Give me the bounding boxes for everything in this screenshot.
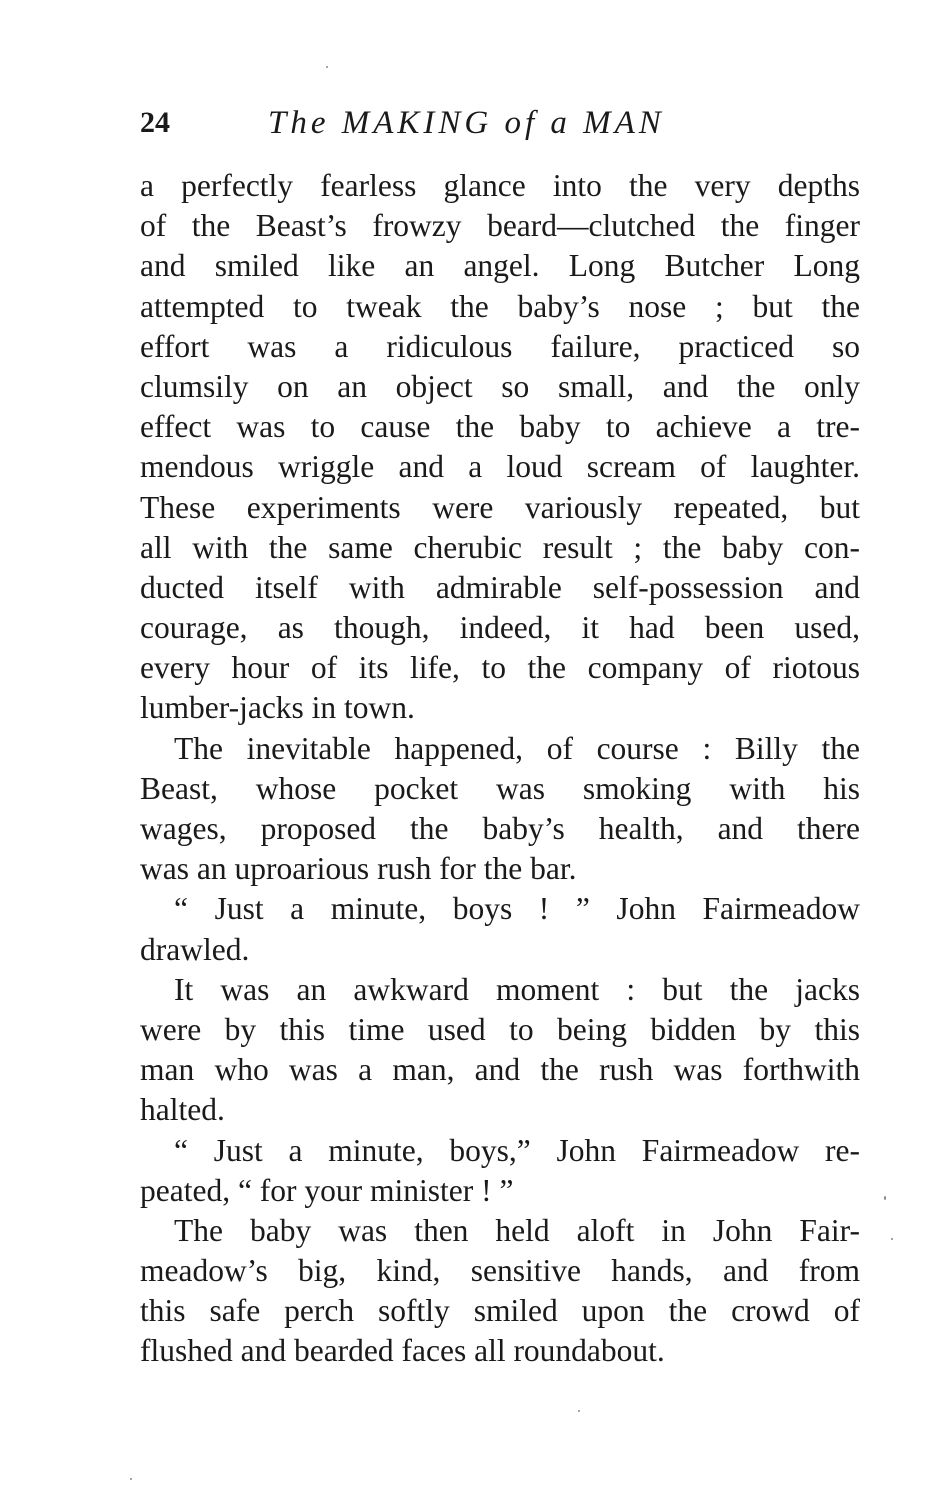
text-line: attempted to tweak the baby’s nose ; but the <box>140 288 860 324</box>
text-line: lumber-jacks in town. <box>140 690 415 726</box>
text-line: of the Beast’s frowzy beard—clutched the finger <box>140 208 860 244</box>
body-text <box>140 166 860 1372</box>
text-line: halted. <box>140 1092 225 1128</box>
text-line: wages, proposed the baby’s health, and there <box>140 811 860 846</box>
text-line: this safe perch softly smiled upon the crowd of <box>140 1293 860 1329</box>
text-line: “ Just a minute, boys ! ” John Fairmeadow <box>174 891 860 927</box>
text-line: These experiments were variously repeated, but <box>140 489 860 525</box>
text-line: a perfectly fearless glance into the very depths <box>140 168 860 203</box>
text-line: every hour of its life, to the company of riotous <box>140 650 860 686</box>
text-line: all with the same cherubic result ; the baby con- <box>140 529 860 565</box>
text-line: mendous wriggle and a loud scream of laughter. <box>140 449 860 485</box>
text-line: effect was to cause the baby to achieve a tre- <box>140 409 860 445</box>
text-line: flushed and bearded faces all roundabout. <box>140 1333 665 1369</box>
text-line: Beast, whose pocket was smoking with his <box>140 770 860 806</box>
text-line: were by this time used to being bidden by this <box>140 1011 860 1047</box>
scan-speck <box>578 1410 580 1412</box>
text-line: courage, as though, indeed, it had been used, <box>140 610 860 646</box>
scan-speck <box>891 1238 893 1240</box>
text-line: clumsily on an object so small, and the only <box>140 368 860 404</box>
scan-speck <box>130 1478 132 1480</box>
page-number: 24 <box>140 106 170 139</box>
text-line: man who was a man, and the rush was forthwith <box>140 1052 860 1088</box>
text-line: The baby was then held aloft in John Fair- <box>174 1212 860 1248</box>
text-line: ducted itself with admirable self-possession and <box>140 569 860 605</box>
text-line: The inevitable happened, of course : Billy the <box>174 730 860 766</box>
scan-speck <box>326 66 328 68</box>
book-title: The MAKING of a MAN <box>268 105 665 141</box>
text-line: “ Just a minute, boys,” John Fairmeadow re- <box>174 1132 860 1168</box>
text-line: and smiled like an angel. Long Butcher Long <box>140 248 860 284</box>
text-line: drawled. <box>140 931 250 967</box>
scan-speck <box>884 1196 886 1200</box>
text-line: was an uproarious rush for the bar. <box>140 851 577 887</box>
text-line: peated, “ for your minister ! ” <box>140 1172 514 1208</box>
text-line: It was an awkward moment : but the jacks <box>174 971 860 1007</box>
running-head <box>140 99 860 147</box>
text-line: meadow’s big, kind, sensitive hands, and from <box>140 1253 860 1289</box>
text-line: effort was a ridiculous failure, practiced so <box>140 328 860 364</box>
